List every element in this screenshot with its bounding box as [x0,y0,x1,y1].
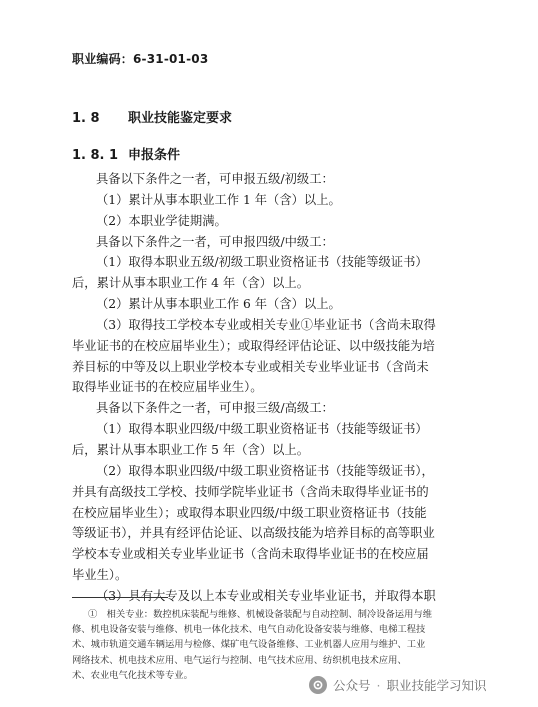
body-line: 毕业证书的在校应届毕业生）；或取得经评估论证、以中级技能为培 [72,338,435,353]
section-number: 1. 8 [72,111,100,126]
footnote-line: 网络技术、机电技术应用、电气运行与控制、电气技术应用、纺织机电技术应用、 [72,654,407,666]
occupation-code: 职业编码：6-31-01-03 [72,52,209,66]
watermark [305,674,491,696]
body-line: （1）累计从事本职业工作 1 年（含）以上。 [96,192,341,207]
body-text [72,169,466,607]
footnote-line: 术、农业电气化技术等专业。 [72,669,193,681]
body-line: （2）累计从事本职业工作 6 年（含）以上。 [96,297,341,312]
body-line: （1）取得本职业五级/初级工职业资格证书（技能等级证书） [96,255,428,270]
body-line: 养目标的中等及以上职业学校本专业或相关专业毕业证书（含尚未 [72,359,429,374]
body-line: 并具有高级技工学校、技师学院毕业证书（含尚未取得毕业证书的 [72,484,429,499]
body-line: （3）取得技工学校本专业或相关专业①毕业证书（含尚未取得 [96,317,436,332]
body-line: 具备以下条件之一者，可申报三级/高级工： [96,401,334,416]
body-line: （1）取得本职业四级/中级工职业资格证书（技能等级证书） [96,422,428,437]
watermark-separator: · [376,677,381,693]
body-line: 具备以下条件之一者，可申报四级/中级工： [96,234,334,249]
body-line: （3）具有大专及以上本专业或相关专业毕业证书，并取得本职 [96,588,436,603]
body-line: 取得毕业证书的在校应届毕业生）。 [72,380,263,395]
body-line: （2）取得本职业四级/中级工职业资格证书（技能等级证书）， [96,463,434,478]
footnote-line: 术、城市轨道交通车辆运用与检修、煤矿电气设备维修、工业机器人应用与维护、工业 [72,639,426,651]
footnote-line: ① 相关专业：数控机床装配与维修、机械设备装配与自动控制、制冷设备运用与维 [88,609,432,620]
subsection-heading [72,144,180,163]
watermark-platform: 公众号 [333,678,371,693]
footnote-divider [72,597,168,598]
subsection-number: 1. 8. 1 [72,148,119,163]
body-line: 具备以下条件之一者，可申报五级/初级工： [96,172,334,186]
subsection-title: 申报条件 [128,148,181,163]
body-line: 学校本专业或相关专业毕业证书（含尚未取得毕业证书的在校应届 [72,547,429,562]
section-title: 职业技能鉴定要求 [128,111,233,126]
body-line: 毕业生）。 [72,568,128,583]
footnote-line: 修、机电设备安装与维修、机电一体化技术、电气自动化设备安装与维修、电梯工程技 [72,624,426,636]
body-line: 后，累计从事本职业工作 4 年（含）以上。 [72,276,309,291]
body-line: （2）本职业学徒期满。 [96,213,227,228]
watermark-account: 职业技能学习知识 [386,678,487,693]
section-heading [72,107,232,126]
body-line: 后，累计从事本职业工作 5 年（含）以上。 [72,442,309,457]
body-line: 等级证书），并具有经评估论证、以高级技能为培养目标的高等职业 [72,526,435,541]
footnote [72,607,472,683]
wechat-official-account-icon [309,676,327,694]
body-line: 在校应届毕业生）；或取得本职业四级/中级工职业资格证书（技能 [72,505,427,520]
